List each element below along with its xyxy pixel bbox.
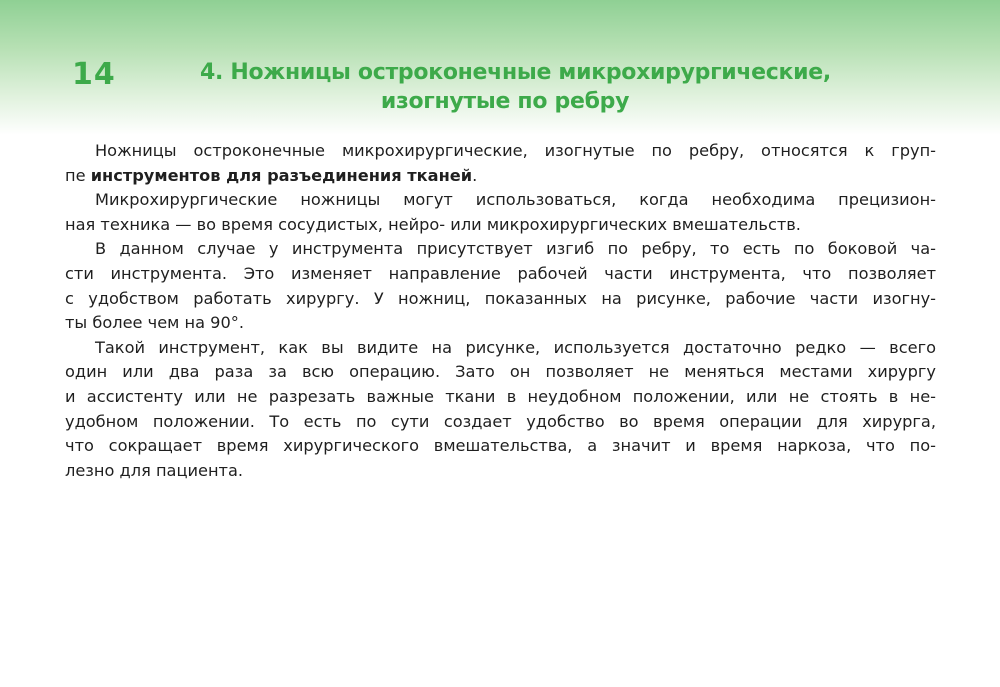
text-line: сти инструмента. Это изменяет направление рабочей части инструмента, что позволяет — [65, 263, 936, 283]
page-number: 14 — [72, 57, 116, 92]
paragraph-3 — [65, 237, 936, 335]
text-line: ты более чем на 90°. — [65, 313, 245, 333]
text-line: Ножницы остроконечные микрохирургические, изогнутые по ребру, относятся к груп- — [95, 141, 936, 160]
text-fragment: пе — [65, 165, 91, 185]
text-line: ная техника — во время сосудистых, нейро- или микрохирургических вмешательств. — [65, 214, 801, 234]
text-line: лезно для пациента. — [65, 460, 244, 480]
text-line: В данном случае у инструмента присутствует изгиб по ребру, то есть по боковой ча- — [95, 239, 936, 259]
paragraph-2 — [65, 188, 936, 237]
paragraph-4 — [65, 336, 936, 484]
section-title-line-2: изогнутые по ребру — [380, 89, 630, 114]
text-line: с удобством работать хирургу. У ножниц, показанных на рисунке, рабочие части изогну- — [65, 288, 936, 308]
text-line: один или два раза за всю операцию. Зато он позволяет не меняться местами хирургу — [65, 362, 936, 382]
paragraph-1 — [65, 139, 936, 188]
bold-term: инструментов для разъединения тканей — [90, 165, 473, 185]
body-text — [65, 139, 936, 483]
text-fragment: . — [472, 165, 478, 185]
text-line: удобном положении. То есть по сути создает удобство во время операции для хирурга, — [65, 411, 936, 431]
text-line: Микрохирургические ножницы могут использоваться, когда необходима прецизион- — [95, 190, 936, 210]
text-line: что сокращает время хирургического вмешательства, а значит и время наркоза, что по- — [65, 436, 936, 456]
section-title-line-1: 4. Ножницы остроконечные микрохирургические, — [200, 60, 831, 85]
text-line: Такой инструмент, как вы видите на рисунке, используется достаточно редко — всего — [95, 337, 936, 357]
section-title — [200, 58, 831, 116]
text-line — [65, 164, 936, 189]
text-line: и ассистенту или не разрезать важные ткани в неудобном положении, или не стоять в не- — [65, 386, 936, 406]
